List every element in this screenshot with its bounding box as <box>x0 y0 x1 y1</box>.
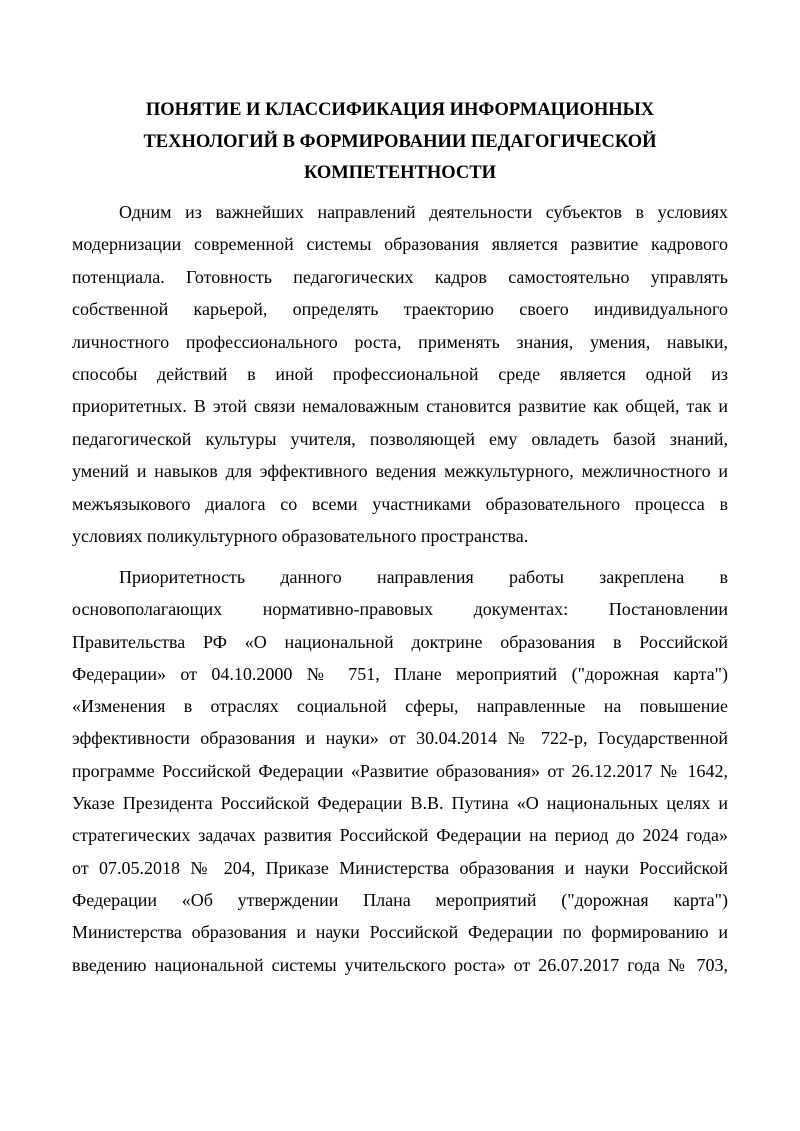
paragraph-line: «Изменения в отраслях социальной сферы, направленные на повышение <box>72 696 728 717</box>
paragraph-line: основополагающих нормативно-правовых документах: Постановлении <box>72 599 728 620</box>
paragraph-line: стратегических задачах развития Российской Федерации на период до 2024 года» <box>72 825 728 846</box>
paragraph-line: от 07.05.2018 № 204, Приказе Министерства образования и науки Российской <box>72 857 728 878</box>
paragraph-line: условиях поликультурного образовательного пространства. <box>72 525 529 546</box>
title-line: ТЕХНОЛОГИЙ В ФОРМИРОВАНИИ ПЕДАГОГИЧЕСКОЙ <box>143 131 657 152</box>
paragraph-line: способы действий в иной профессиональной среде является одной из <box>72 363 728 384</box>
paragraph-2 <box>72 561 728 981</box>
paragraph-line: потенциала. Готовность педагогических кадров самостоятельно управлять <box>72 266 728 287</box>
paragraph-line: педагогической культуры учителя, позволяющей ему овладеть базой знаний, <box>72 428 728 449</box>
paragraph-line: Правительства РФ «О национальной доктрине образования в Российской <box>72 631 728 652</box>
paragraph-line: собственной карьерой, определять траекторию своего индивидуального <box>72 299 728 320</box>
document-title <box>72 95 728 190</box>
paragraph-line: модернизации современной системы образования является развитие кадрового <box>72 234 728 255</box>
paragraph-line: приоритетных. В этой связи немаловажным становится развитие как общей, так и <box>72 396 728 417</box>
paragraph-1 <box>72 196 728 552</box>
paragraph-line: личностного профессионального роста, применять знания, умения, навыки, <box>72 331 728 352</box>
paragraph-line: эффективности образования и науки» от 30.04.2014 № 722-р, Государственной <box>72 728 728 749</box>
paragraph-line: межъязыкового диалога со всеми участниками образовательного процесса в <box>72 493 728 514</box>
paragraph-line: Федерации «Об утверждении Плана мероприятий ("дорожная карта") <box>72 889 728 910</box>
paragraph-line: введению национальной системы учительского роста» от 26.07.2017 года № 703, <box>72 954 728 975</box>
paragraph-line: Одним из важнейших направлений деятельности субъектов в условиях <box>119 202 728 222</box>
title-line: КОМПЕТЕНТНОСТИ <box>303 163 497 183</box>
paragraph-line: Федерации» от 04.10.2000 № 751, Плане мероприятий ("дорожная карта") <box>72 663 728 684</box>
paragraph-line: программе Российской Федерации «Развитие образования» от 26.12.2017 № 1642, <box>72 760 728 781</box>
title-line: ПОНЯТИЕ И КЛАССИФИКАЦИЯ ИНФОРМАЦИОННЫХ <box>145 100 655 120</box>
paragraph-line: Приоритетность данного направления работы закреплена в <box>119 567 728 587</box>
paragraph-line: Указе Президента Российской Федерации В.В. Путина «О национальных целях и <box>72 793 728 814</box>
paragraph-line: Министерства образования и науки Российской Федерации по формированию и <box>72 922 728 943</box>
paragraph-line: умений и навыков для эффективного ведения межкультурного, межличностного и <box>72 461 728 482</box>
